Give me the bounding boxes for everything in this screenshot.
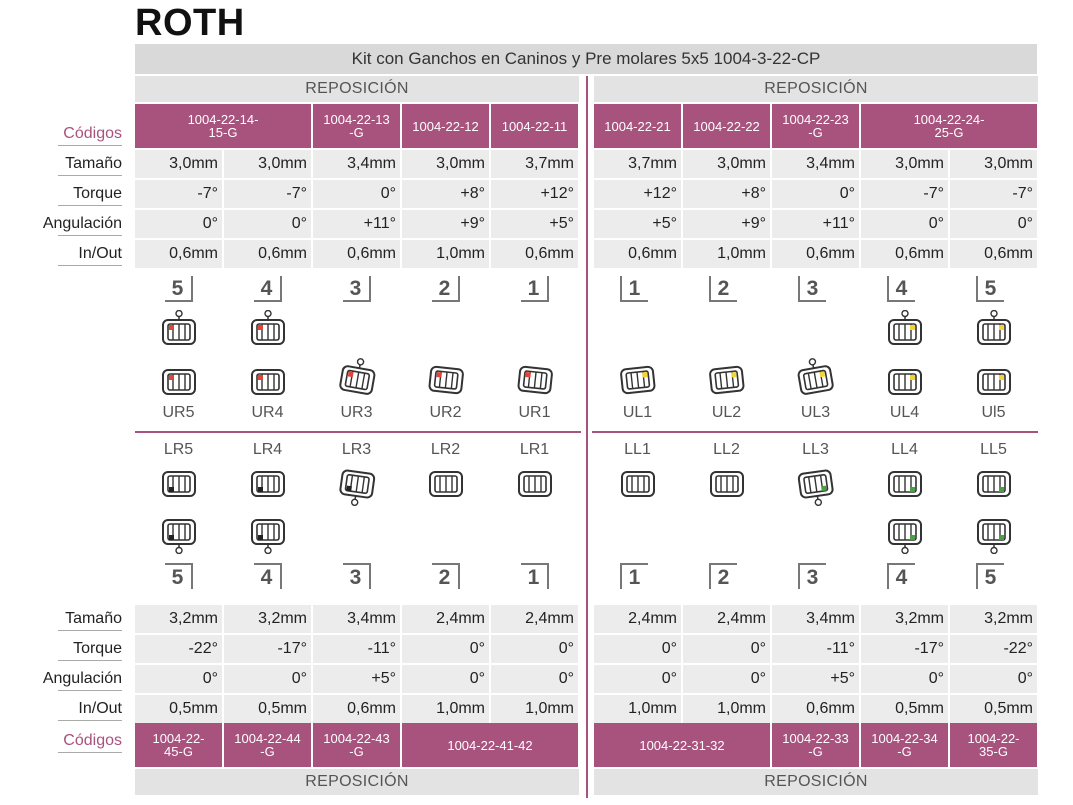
tooth-number: 4 — [254, 276, 282, 302]
bracket-icon — [248, 360, 288, 409]
code-cell: 1004-22-21 — [594, 104, 681, 148]
midline-divider — [586, 76, 588, 798]
tooth-number: 2 — [432, 563, 460, 589]
code-cell: 1004-22-41-42 — [402, 723, 578, 767]
label-tamano-lower: Tamaño — [0, 605, 122, 633]
bracket-icon — [515, 358, 555, 407]
value-cell-torque: -22° — [950, 635, 1037, 663]
tooth-label: LL1 — [624, 441, 651, 458]
code-cell: 1004-22-12 — [402, 104, 489, 148]
value-cell-angulacion: 0° — [683, 665, 770, 693]
value-cell-tamano: 3,4mm — [772, 605, 859, 633]
value-cell-torque: -7° — [135, 180, 222, 208]
upper-left-reposicion-header: REPOSICIÓN — [594, 76, 1038, 102]
value-cell-tamano: 3,4mm — [772, 150, 859, 178]
bracket-icon — [885, 462, 925, 511]
arch-divider-right — [135, 431, 581, 433]
bracket-icon — [707, 358, 747, 407]
value-cell-angulacion: +9° — [402, 210, 489, 238]
bracket-icon — [885, 360, 925, 409]
value-cell-angulacion: 0° — [861, 665, 948, 693]
label-inout-lower: In/Out — [0, 695, 122, 723]
value-cell-torque: -11° — [313, 635, 400, 663]
tooth-number: 1 — [521, 276, 549, 302]
value-cell-tamano: 3,7mm — [491, 150, 578, 178]
value-cell-tamano: 3,0mm — [861, 150, 948, 178]
value-cell-tamano: 2,4mm — [683, 605, 770, 633]
tooth-label: UL4 — [889, 404, 920, 421]
value-cell-inout: 0,5mm — [861, 695, 948, 723]
tooth-number: 1 — [620, 563, 648, 589]
page-title: ROTH — [135, 2, 245, 44]
code-cell: 1004-22- 45-G — [135, 723, 222, 767]
label-codigos-lower: Códigos — [0, 727, 122, 755]
tooth-label: LL2 — [713, 441, 740, 458]
tooth-number: 2 — [709, 563, 737, 589]
tooth-number: 2 — [432, 276, 460, 302]
lower-left-codes — [594, 723, 1037, 767]
value-cell-tamano: 3,4mm — [313, 150, 400, 178]
value-cell-angulacion: +5° — [772, 665, 859, 693]
label-tamano-upper: Tamaño — [0, 150, 122, 178]
label-angulacion-upper: Angulación — [0, 210, 122, 238]
value-cell-angulacion: 0° — [594, 665, 681, 693]
code-cell: 1004-22- 35-G — [950, 723, 1037, 767]
code-cell: 1004-22-22 — [683, 104, 770, 148]
value-cell-tamano: 3,2mm — [950, 605, 1037, 633]
bracket-icon — [248, 462, 288, 511]
value-cell-angulacion: 0° — [950, 210, 1037, 238]
label-codigos-upper: Códigos — [0, 120, 122, 148]
value-cell-torque: +12° — [594, 180, 681, 208]
tooth-number: 4 — [254, 563, 282, 589]
value-cell-angulacion: 0° — [224, 665, 311, 693]
arch-divider-left — [592, 431, 1038, 433]
value-cell-inout: 0,6mm — [491, 240, 578, 268]
value-cell-angulacion: 0° — [950, 665, 1037, 693]
value-cell-inout: 1,0mm — [594, 695, 681, 723]
value-cell-inout: 0,6mm — [950, 240, 1037, 268]
tooth-label: LR2 — [430, 441, 461, 458]
value-cell-inout: 0,6mm — [772, 695, 859, 723]
code-cell: 1004-22-34 -G — [861, 723, 948, 767]
kit-title-banner: Kit con Ganchos en Caninos y Pre molares 5x5 1004-3-22-CP — [135, 44, 1037, 74]
value-cell-tamano: 2,4mm — [402, 605, 489, 633]
tooth-label: UL1 — [622, 404, 653, 421]
value-cell-tamano: 3,0mm — [135, 150, 222, 178]
bracket-icon — [974, 462, 1014, 511]
value-cell-tamano: 3,7mm — [594, 150, 681, 178]
value-cell-angulacion: 0° — [402, 665, 489, 693]
value-cell-tamano: 2,4mm — [594, 605, 681, 633]
value-cell-angulacion: 0° — [861, 210, 948, 238]
bracket-icon — [796, 462, 836, 511]
value-cell-angulacion: +11° — [313, 210, 400, 238]
tooth-number: 1 — [521, 563, 549, 589]
value-cell-inout: 0,6mm — [224, 240, 311, 268]
bracket-icon — [248, 510, 288, 559]
bracket-icon — [885, 310, 925, 359]
value-cell-torque: 0° — [313, 180, 400, 208]
bracket-icon — [974, 360, 1014, 409]
tooth-label: LL4 — [891, 441, 918, 458]
value-cell-inout: 0,6mm — [861, 240, 948, 268]
tooth-label: UR2 — [429, 404, 462, 421]
bracket-icon — [618, 358, 658, 407]
value-cell-torque: -17° — [861, 635, 948, 663]
lower-right-reposicion-footer: REPOSICIÓN — [135, 769, 579, 795]
tooth-label: Ul5 — [981, 404, 1006, 421]
bracket-icon — [974, 310, 1014, 359]
value-cell-angulacion: 0° — [491, 665, 578, 693]
bracket-icon — [337, 358, 377, 407]
bracket-icon — [426, 462, 466, 511]
code-cell: 1004-22-43 -G — [313, 723, 400, 767]
tooth-number: 2 — [709, 276, 737, 302]
value-cell-torque: -22° — [135, 635, 222, 663]
bracket-icon — [337, 462, 377, 511]
bracket-icon — [885, 510, 925, 559]
tooth-number: 1 — [620, 276, 648, 302]
tooth-number: 5 — [165, 563, 193, 589]
code-cell: 1004-22-14- 15-G — [135, 104, 311, 148]
code-cell: 1004-22-24- 25-G — [861, 104, 1037, 148]
tooth-number: 3 — [798, 276, 826, 302]
value-cell-angulacion: +9° — [683, 210, 770, 238]
upper-left-codes — [594, 104, 1037, 148]
tooth-label: UL2 — [711, 404, 742, 421]
value-cell-torque: 0° — [491, 635, 578, 663]
tooth-number: 4 — [887, 563, 915, 589]
value-cell-angulacion: 0° — [135, 665, 222, 693]
code-cell: 1004-22-44 -G — [224, 723, 311, 767]
value-cell-inout: 1,0mm — [683, 695, 770, 723]
tooth-label: LR4 — [252, 441, 283, 458]
bracket-icon — [159, 462, 199, 511]
value-cell-angulacion: 0° — [135, 210, 222, 238]
bracket-icon — [796, 358, 836, 407]
value-cell-inout: 0,6mm — [313, 240, 400, 268]
tooth-label: UR5 — [162, 404, 195, 421]
value-cell-angulacion: 0° — [224, 210, 311, 238]
code-cell: 1004-22-33 -G — [772, 723, 859, 767]
value-cell-inout: 0,6mm — [135, 240, 222, 268]
value-cell-inout: 0,5mm — [950, 695, 1037, 723]
value-cell-torque: +8° — [683, 180, 770, 208]
code-cell: 1004-22-11 — [491, 104, 578, 148]
value-cell-inout: 1,0mm — [402, 240, 489, 268]
value-cell-inout: 0,6mm — [313, 695, 400, 723]
value-cell-torque: +8° — [402, 180, 489, 208]
bracket-icon — [159, 510, 199, 559]
tooth-label: LL3 — [802, 441, 829, 458]
value-cell-tamano: 3,4mm — [313, 605, 400, 633]
code-cell: 1004-22-23 -G — [772, 104, 859, 148]
tooth-number: 4 — [887, 276, 915, 302]
value-cell-torque: 0° — [594, 635, 681, 663]
value-cell-inout: 0,6mm — [772, 240, 859, 268]
label-torque-upper: Torque — [0, 180, 122, 208]
value-cell-torque: -7° — [861, 180, 948, 208]
value-cell-tamano: 3,0mm — [402, 150, 489, 178]
tooth-number: 5 — [976, 276, 1004, 302]
value-cell-torque: -7° — [950, 180, 1037, 208]
value-cell-inout: 1,0mm — [402, 695, 489, 723]
bracket-icon — [426, 358, 466, 407]
value-cell-tamano: 2,4mm — [491, 605, 578, 633]
upper-right-reposicion-header: REPOSICIÓN — [135, 76, 579, 102]
value-cell-torque: 0° — [683, 635, 770, 663]
lower-left-reposicion-footer: REPOSICIÓN — [594, 769, 1038, 795]
value-cell-torque: 0° — [772, 180, 859, 208]
tooth-label: UR1 — [518, 404, 551, 421]
tooth-label: LR1 — [519, 441, 550, 458]
label-inout-upper: In/Out — [0, 240, 122, 268]
value-cell-inout: 0,5mm — [224, 695, 311, 723]
value-cell-angulacion: +5° — [313, 665, 400, 693]
value-cell-angulacion: +11° — [772, 210, 859, 238]
label-torque-lower: Torque — [0, 635, 122, 663]
value-cell-torque: +12° — [491, 180, 578, 208]
value-cell-torque: -7° — [224, 180, 311, 208]
tooth-label: UR3 — [340, 404, 373, 421]
value-cell-inout: 0,5mm — [135, 695, 222, 723]
tooth-number: 3 — [343, 563, 371, 589]
tooth-label: UL3 — [800, 404, 831, 421]
bracket-icon — [159, 310, 199, 359]
value-cell-tamano: 3,0mm — [683, 150, 770, 178]
value-cell-tamano: 3,2mm — [135, 605, 222, 633]
value-cell-torque: -11° — [772, 635, 859, 663]
code-cell: 1004-22-31-32 — [594, 723, 770, 767]
tooth-number: 5 — [976, 563, 1004, 589]
tooth-label: LR3 — [341, 441, 372, 458]
bracket-icon — [707, 462, 747, 511]
bracket-icon — [618, 462, 658, 511]
tooth-label: UR4 — [251, 404, 284, 421]
value-cell-tamano: 3,2mm — [861, 605, 948, 633]
tooth-number: 3 — [343, 276, 371, 302]
value-cell-tamano: 3,0mm — [950, 150, 1037, 178]
value-cell-inout: 0,6mm — [594, 240, 681, 268]
value-cell-torque: -17° — [224, 635, 311, 663]
code-cell: 1004-22-13 -G — [313, 104, 400, 148]
bracket-icon — [159, 360, 199, 409]
tooth-number: 3 — [798, 563, 826, 589]
value-cell-angulacion: +5° — [594, 210, 681, 238]
value-cell-inout: 1,0mm — [491, 695, 578, 723]
value-cell-tamano: 3,0mm — [224, 150, 311, 178]
tooth-label: LR5 — [163, 441, 194, 458]
value-cell-tamano: 3,2mm — [224, 605, 311, 633]
tooth-label: LL5 — [980, 441, 1007, 458]
bracket-icon — [974, 510, 1014, 559]
value-cell-angulacion: +5° — [491, 210, 578, 238]
label-angulacion-lower: Angulación — [0, 665, 122, 693]
tooth-number: 5 — [165, 276, 193, 302]
upper-right-codes — [135, 104, 578, 148]
lower-right-codes — [135, 723, 578, 767]
bracket-icon — [515, 462, 555, 511]
value-cell-inout: 1,0mm — [683, 240, 770, 268]
value-cell-torque: 0° — [402, 635, 489, 663]
bracket-icon — [248, 310, 288, 359]
